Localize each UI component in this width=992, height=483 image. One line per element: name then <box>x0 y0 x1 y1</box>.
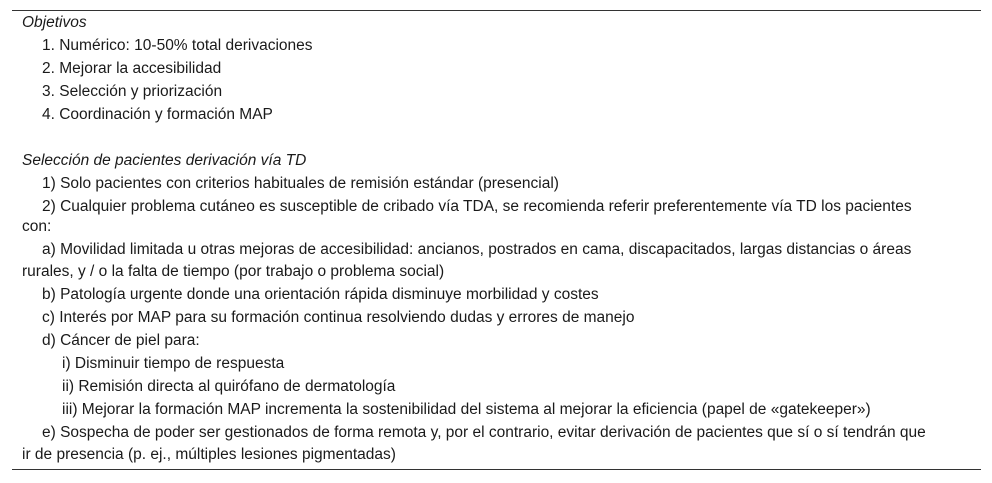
content-table <box>12 10 981 470</box>
objetivo-item-2: 2. Mejorar la accesibilidad <box>42 60 222 77</box>
subitem-e-line-1: e) Sospecha de poder ser gestionados de forma remota y, por el contrario, evitar derivación de pacientes que sí o sí tendrán que <box>42 424 926 441</box>
seleccion-item-1: 1) Solo pacientes con criterios habituales de remisión estándar (presencial) <box>42 175 559 192</box>
subitem-a-line-1: a) Movilidad limitada u otras mejoras de accesibilidad: ancianos, postrados en cama, discapacitados, largas distancias o áreas <box>42 241 912 258</box>
objetivo-item-4: 4. Coordinación y formación MAP <box>42 106 273 123</box>
subitem-d: d) Cáncer de piel para: <box>42 332 200 349</box>
objetivo-item-1: 1. Numérico: 10-50% total derivaciones <box>42 37 313 54</box>
subitem-d-ii: ii) Remisión directa al quirófano de dermatología <box>62 378 396 395</box>
subitem-c: c) Interés por MAP para su formación continua resolviendo dudas y errores de manejo <box>42 309 635 326</box>
subitem-a-line-2: rurales, y / o la falta de tiempo (por trabajo o problema social) <box>22 263 445 280</box>
objetivos-heading: Objetivos <box>22 14 87 31</box>
subitem-d-i: i) Disminuir tiempo de respuesta <box>62 355 285 372</box>
subitem-e-line-2: ir de presencia (p. ej., múltiples lesiones pigmentadas) <box>22 446 396 463</box>
subitem-d-iii: iii) Mejorar la formación MAP incrementa la sostenibilidad del sistema al mejorar la eficiencia (papel de «gatekeeper») <box>62 401 871 418</box>
seleccion-item-2-line-1: 2) Cualquier problema cutáneo es susceptible de cribado vía TDA, se recomienda referir preferentemente vía TD los pacientes <box>42 198 912 215</box>
objetivo-item-3: 3. Selección y priorización <box>42 83 223 100</box>
subitem-b: b) Patología urgente donde una orientación rápida disminuye morbilidad y costes <box>42 286 599 303</box>
seleccion-item-2-line-2: con: <box>22 218 52 235</box>
seleccion-heading: Selección de pacientes derivación vía TD <box>22 152 307 169</box>
